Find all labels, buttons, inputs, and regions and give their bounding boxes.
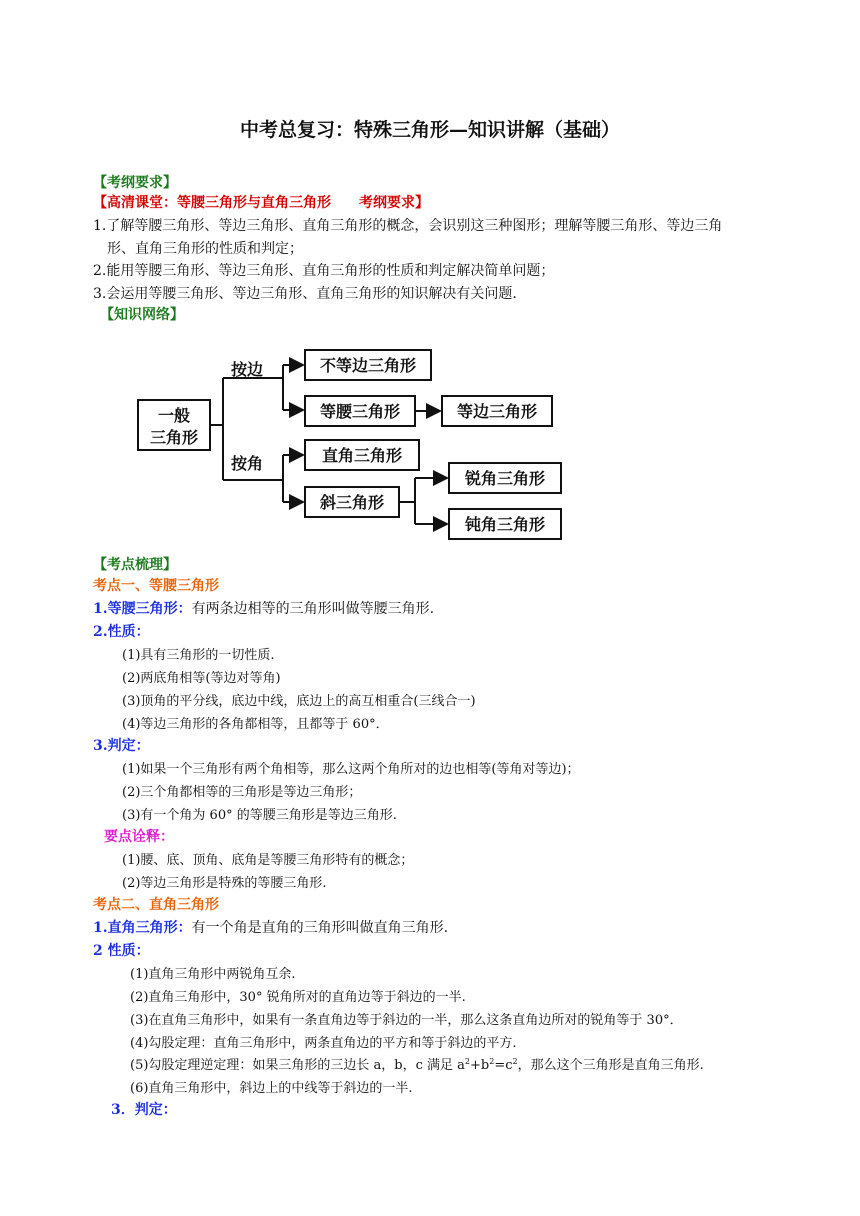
label-by-side: 按边	[230, 360, 264, 379]
hd-course-link[interactable]	[93, 192, 429, 212]
point1-judge-3: (3)有一个角为 60° 的等腰三角形是等边三角形.	[122, 808, 397, 823]
point1-prop-label: 2.性质：	[93, 624, 150, 640]
point1-prop-1: (1)具有三角形的一切性质.	[122, 648, 275, 663]
requirement-1-line1: 1.了解等腰三角形、等边三角形、直角三角形的概念，会识别这三种图形；理解等腰三角形、等边三角	[93, 218, 723, 234]
point1-prop-2: (2)两底角相等(等边对等角)	[122, 671, 281, 686]
node-oblique: 斜三角形	[319, 493, 385, 512]
point1-title: 考点一、等腰三角形	[93, 578, 219, 594]
exam-requirements-heading: 【考纲要求】	[93, 175, 177, 191]
page-title: 中考总复习：特殊三角形—知识讲解（基础）	[239, 119, 620, 141]
point1-prop-3: (3)顶角的平分线，底边中线，底边上的高互相重合(三线合一)	[122, 694, 476, 709]
hd-course-label-b: 考纲要求】	[359, 195, 429, 211]
hd-course-label: 【高清课堂：等腰三角形与直角三角形	[93, 195, 331, 211]
point2-def-label: 1.直角三角形：	[93, 920, 192, 936]
knowledge-network-diagram	[135, 340, 575, 550]
point2-prop-label: 2 性质：	[93, 943, 150, 959]
point1-note-2: (2)等边三角形是特殊的等腰三角形.	[122, 876, 327, 891]
requirement-3: 3.会运用等腰三角形、等边三角形、直角三角形的知识解决有关问题.	[93, 286, 517, 302]
point2-title: 考点二、直角三角形	[93, 897, 219, 913]
point1-note-1: (1)腰、底、顶角、底角是等腰三角形特有的概念；	[122, 853, 414, 868]
node-equilateral: 等边三角形	[456, 402, 538, 421]
requirement-2: 2.能用等腰三角形、等边三角形、直角三角形的性质和判定解决简单问题；	[93, 263, 555, 279]
point2-definition	[93, 917, 448, 937]
point1-def-label: 1.等腰三角形：	[93, 601, 192, 617]
point2-prop-3: (3)在直角三角形中，如果有一条直角边等于斜边的一半，那么这条直角边所对的锐角等于 30°．	[130, 1013, 683, 1028]
point2-judge-label: 3．判定：	[111, 1102, 177, 1118]
point1-prop-4: (4)等边三角形的各角都相等，且都等于 60°．	[122, 717, 389, 732]
node-scalene: 不等边三角形	[319, 356, 417, 375]
point1-judge-2: (2)三个角都相等的三角形是等边三角形；	[122, 785, 362, 800]
node-acute: 锐角三角形	[464, 469, 546, 488]
node-root-line1: 一般	[157, 406, 191, 425]
label-by-angle: 按角	[230, 454, 264, 473]
node-root-line2: 三角形	[149, 428, 199, 447]
node-obtuse: 钝角三角形	[464, 515, 546, 534]
point2-def-text: 有一个角是直角的三角形叫做直角三角形.	[191, 920, 449, 936]
node-isosceles: 等腰三角形	[319, 402, 401, 421]
point2-prop-6: (6)直角三角形中，斜边上的中线等于斜边的一半.	[130, 1081, 413, 1096]
point1-judge-label: 3.判定：	[93, 738, 150, 754]
knowledge-network-heading: 【知识网络】	[100, 307, 184, 323]
point2-prop-4: (4)勾股定理：直角三角形中，两条直角边的平方和等于斜边的平方.	[130, 1036, 517, 1051]
point1-def-text: 有两条边相等的三角形叫做等腰三角形.	[191, 601, 435, 617]
requirement-1-line2: 形、直角三角形的性质和判定；	[107, 241, 303, 257]
point2-prop-2: (2)直角三角形中，30° 锐角所对的直角边等于斜边的一半.	[130, 990, 466, 1005]
point1-note-label: 要点诠释：	[104, 829, 174, 845]
node-right: 直角三角形	[321, 446, 403, 465]
point1-definition	[93, 598, 434, 618]
point2-prop-5: (5)勾股定理逆定理：如果三角形的三边长 a，b，c 满足 $a^2+b^2=c^2$，那么这个三角形是直角三角形.	[130, 1057, 704, 1073]
point2-prop-1: (1)直角三角形中两锐角互余.	[130, 967, 296, 982]
point1-judge-1: (1)如果一个三角形有两个角相等，那么这两个角所对的边也相等(等角对等边)；	[122, 762, 580, 777]
key-points-heading: 【考点梳理】	[93, 557, 177, 573]
